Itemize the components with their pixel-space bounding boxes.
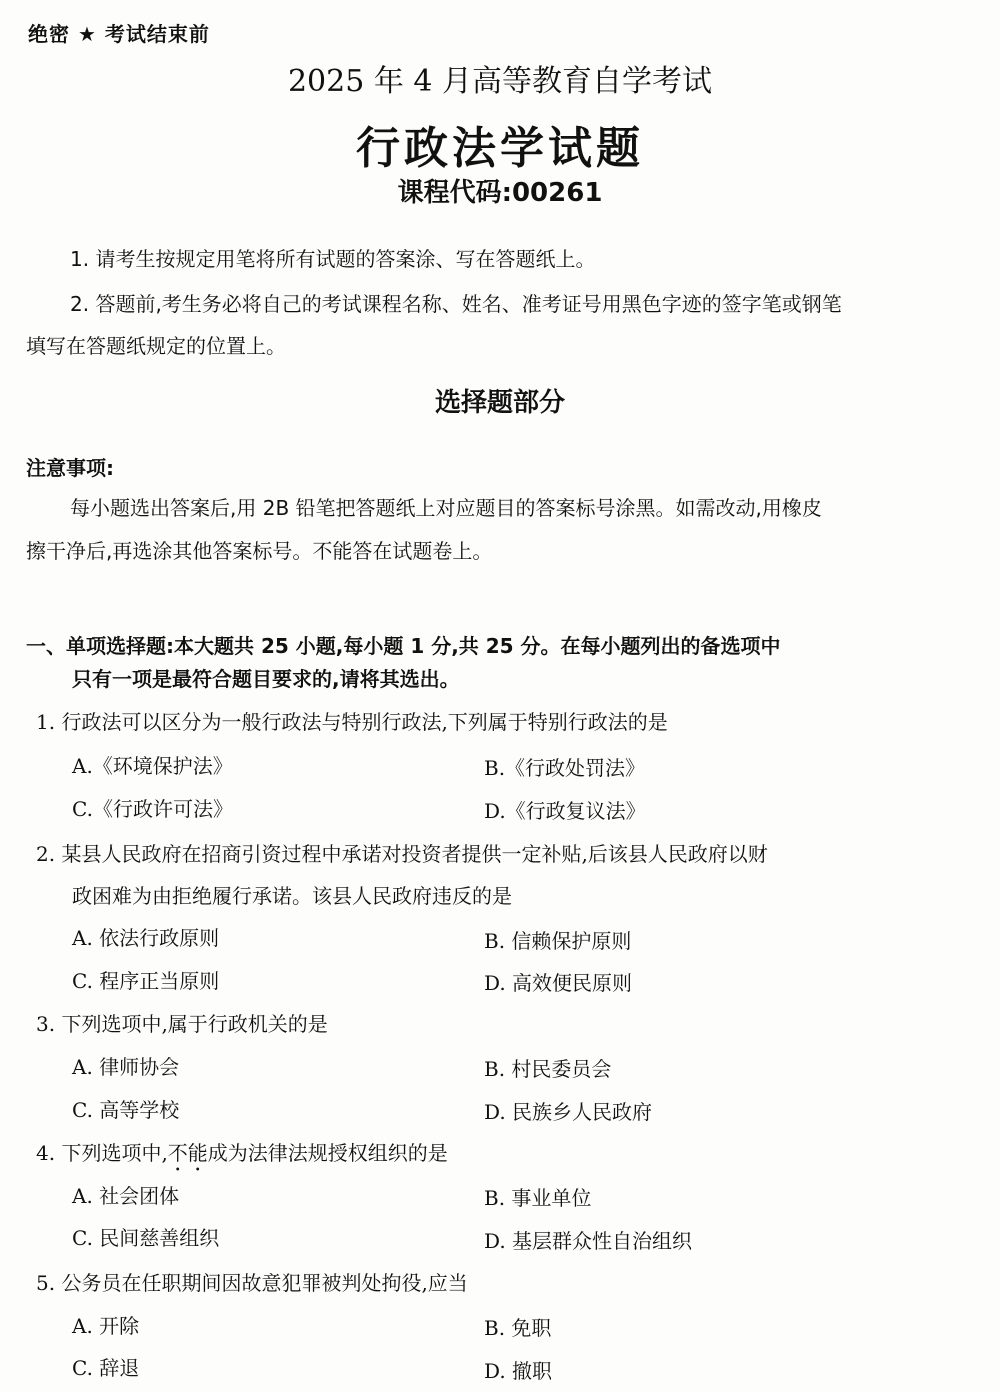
question-3-option-d: D. 民族乡人民政府 [484, 1100, 653, 1124]
instruction-2: 2. 答题前,考生务必将自己的考试课程名称、姓名、准考证号用黑色字迹的签字笔或钢笔 [70, 292, 842, 316]
question-4-stem [36, 1137, 448, 1176]
question-1-option-d: D.《行政复议法》 [484, 799, 646, 823]
question-1-option-b: B.《行政处罚法》 [484, 756, 646, 780]
question-1-option-c: C.《行政许可法》 [72, 797, 233, 821]
question-4-stem-prefix: 4. 下列选项中, [36, 1141, 168, 1165]
question-4-option-a: A. 社会团体 [72, 1184, 180, 1208]
notice-line-2: 擦干净后,再选涂其他答案标号。不能答在试题卷上。 [26, 539, 493, 563]
section-heading: 一、单项选择题:本大题共 25 小题,每小题 1 分,共 25 分。在每小题列出的备选项中 [26, 634, 781, 658]
section-heading-cont: 只有一项是最符合题目要求的,请将其选出。 [72, 667, 460, 691]
question-2-option-a: A. 依法行政原则 [72, 926, 220, 950]
exam-name: 2025 年 4 月高等教育自学考试 [287, 64, 713, 99]
question-2-option-c: C. 程序正当原则 [72, 969, 220, 993]
question-5-option-c: C. 辞退 [72, 1356, 140, 1380]
question-3-option-b: B. 村民委员会 [484, 1057, 612, 1081]
confidential-label: 绝密 ★ 考试结束前 [28, 22, 210, 46]
question-2-stem-cont: 政困难为由拒绝履行承诺。该县人民政府违反的是 [72, 884, 512, 908]
question-1-option-a: A.《环境保护法》 [72, 754, 233, 778]
notice-line-1: 每小题选出答案后,用 2B 铅笔把答题纸上对应题目的答案标号涂黑。如需改动,用橡皮 [70, 496, 822, 520]
question-3-option-c: C. 高等学校 [72, 1098, 180, 1122]
question-1-stem: 1. 行政法可以区分为一般行政法与特别行政法,下列属于特别行政法的是 [36, 710, 668, 734]
question-4-stem-emphasis: 不能 [167, 1141, 208, 1165]
question-5-stem: 5. 公务员在任职期间因故意犯罪被判处拘役,应当 [36, 1271, 468, 1295]
notice-label: 注意事项: [26, 456, 114, 480]
part-title: 选择题部分 [434, 388, 565, 418]
question-5-option-d: D. 撤职 [484, 1359, 553, 1383]
question-4-stem-suffix: 成为法律法规授权组织的是 [207, 1141, 448, 1165]
question-5-option-b: B. 免职 [484, 1316, 552, 1340]
question-2-option-d: D. 高效便民原则 [484, 971, 633, 995]
question-4-option-c: C. 民间慈善组织 [72, 1226, 220, 1250]
question-3-option-a: A. 律师协会 [72, 1055, 180, 1079]
subject-title: 行政法学试题 [356, 123, 644, 174]
instruction-2-cont: 填写在答题纸规定的位置上。 [26, 334, 286, 358]
question-5-option-a: A. 开除 [72, 1314, 140, 1338]
question-2-option-b: B. 信赖保护原则 [484, 929, 632, 953]
course-code: 课程代码:00261 [397, 178, 603, 208]
question-4-option-d: D. 基层群众性自治组织 [484, 1229, 693, 1253]
question-4-option-b: B. 事业单位 [484, 1186, 592, 1210]
question-2-stem: 2. 某县人民政府在招商引资过程中承诺对投资者提供一定补贴,后该县人民政府以财 [36, 842, 768, 866]
question-3-stem: 3. 下列选项中,属于行政机关的是 [36, 1012, 328, 1036]
instruction-1: 1. 请考生按规定用笔将所有试题的答案涂、写在答题纸上。 [70, 247, 596, 271]
